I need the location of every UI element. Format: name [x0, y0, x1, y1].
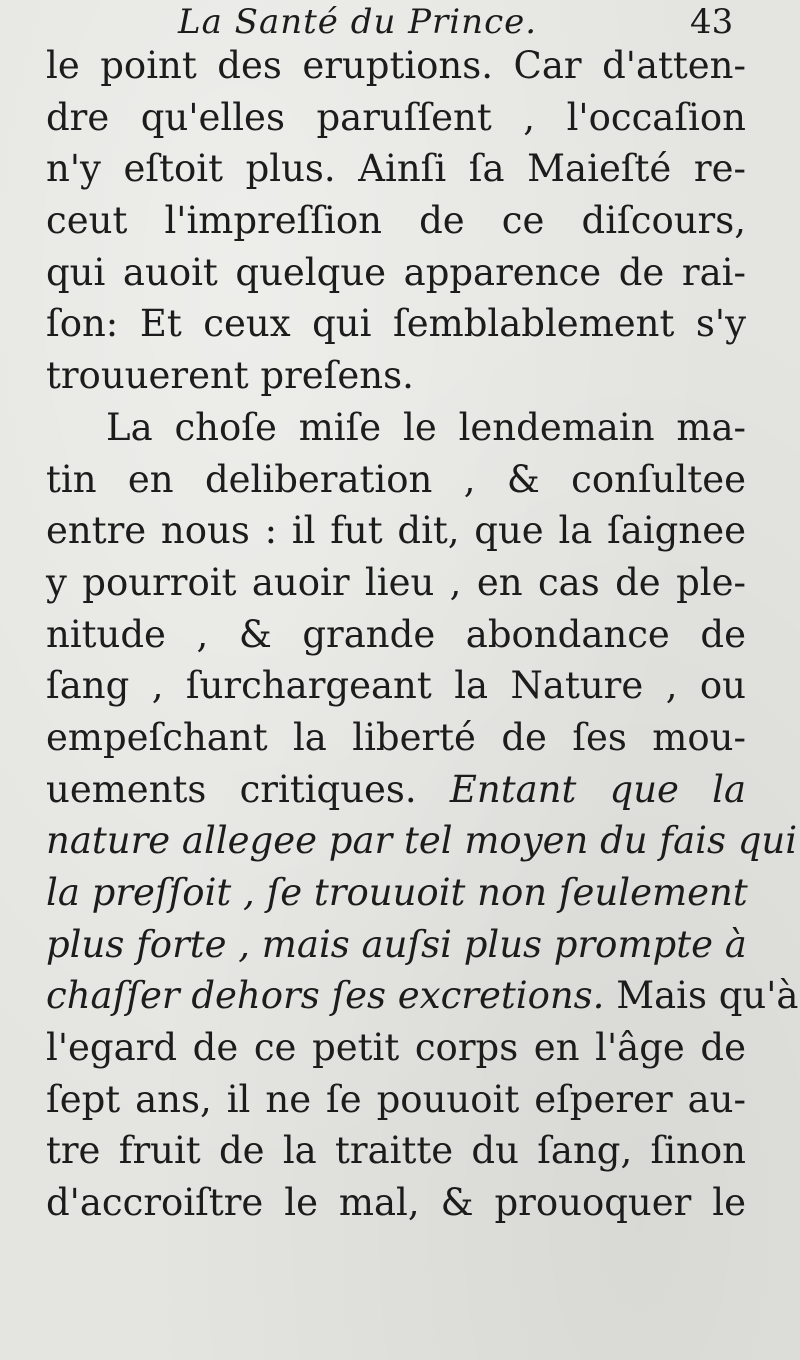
text-line: nitude , & grande abondance de	[46, 612, 746, 656]
text-run: Mais qu'à	[616, 974, 799, 1018]
italic-run: chaſſer dehors ſes excretions.	[46, 974, 605, 1018]
mixed-line	[46, 970, 799, 1022]
text-line: ceut l'impreſſion de ce diſcours,	[46, 199, 746, 243]
text-line: le point des eruptions. Car d'atten-	[46, 44, 746, 87]
text-line: dre qu'elles paruſſent , l'occaſion	[46, 95, 746, 139]
text-line: n'y eſtoit plus. Ainſi ſa Maieſté re-	[46, 147, 746, 191]
italic-run: Entant que la	[449, 767, 747, 811]
text-line: qui auoit quelque apparence de rai-	[46, 250, 746, 294]
paragraph-start-line: La choſe miſe le lendemain ma-	[106, 405, 746, 449]
italic-line: plus forte , mais auſsi plus prompte à	[46, 922, 747, 966]
text-line: empeſchant la liberté de ſes mou-	[46, 715, 746, 759]
italic-line: nature allegee par tel moyen du fais qui	[46, 819, 798, 863]
running-title: La Santé du Prince.	[178, 2, 538, 42]
text-line: tin en deliberation , & conſultee	[46, 457, 746, 501]
text-line: entre nous : il fut dit, que la ſaignee	[46, 509, 746, 553]
text-line: ſang , ſurchargeant la Nature , ou	[46, 664, 746, 708]
page-number: 43	[690, 2, 734, 42]
mixed-line	[46, 764, 746, 816]
text-line: ſon: Et ceux qui ſemblablement s'y	[46, 302, 746, 346]
body-text	[46, 40, 799, 1229]
text-line: ſept ans, il ne ſe pouuoit eſperer au-	[46, 1077, 746, 1121]
text-line: tre fruit de la traitte du ſang, ſinon	[46, 1129, 746, 1173]
text-line: y pourroit auoir lieu , en cas de ple-	[46, 560, 746, 604]
text-line: d'accroiſtre le mal, & prouoquer le	[46, 1181, 746, 1225]
italic-line: la preſſoit , ſe trouuoit non ſeulement	[46, 871, 748, 914]
text-line: l'egard de ce petit corps en l'âge de	[46, 1026, 746, 1070]
text-line: trouuerent preſens.	[46, 354, 414, 398]
text-run: uements critiques.	[46, 767, 417, 811]
